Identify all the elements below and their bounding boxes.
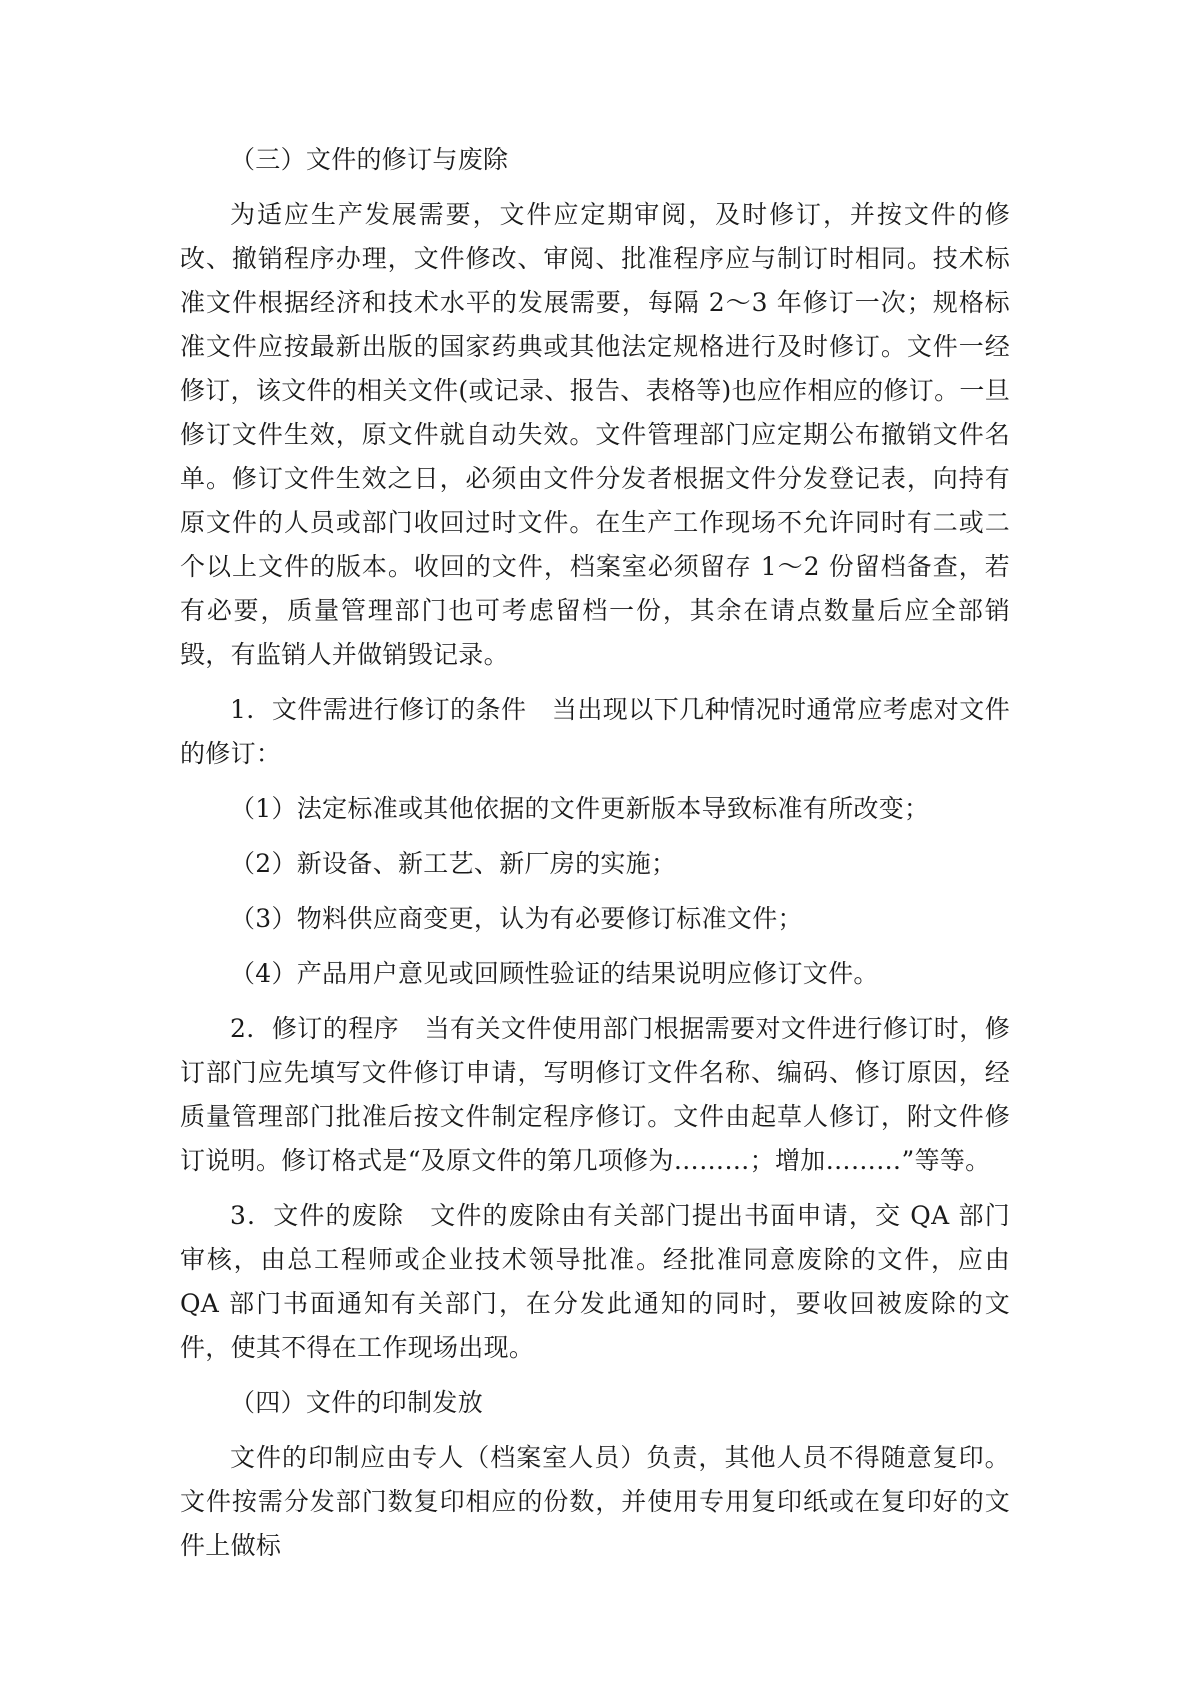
paragraph-printing-distribution: 文件的印制应由专人（档案室人员）负责，其他人员不得随意复印。文件按需分发部门数复印相应的份数，并使用专用复印纸或在复印好的文件上做标 [180, 1443, 1010, 1560]
paragraph-revision-overview: 为适应生产发展需要，文件应定期审阅，及时修订，并按文件的修改、撤销程序办理，文件修改、审阅、批准程序应与制订时相同。技术标准文件根据经济和技术水平的发展需要，每隔 2～3 年修订一次；规格标准文件应按最新出版的国家药典或其他法定规格进行及时修订。文件一经修订，该文件的相关文件(或记录、报告、表格等)也应作相应的修订。一旦修订文件生效，原文件就自动失效。文件管理部门应定期公布撤销文件名单。修订文件生效之日，必须由文件分发者根据文件分发登记表，向持有原文件的人员或部门收回过时文件。在生产工作现场不允许同时有二或二个以上文件的版本。收回的文件，档案室必须留存 1～2 份留档备查，若有必要，质量管理部门也可考虑留档一份，其余在请点数量后应全部销毁，有监销人并做销毁记录。 [180, 200, 1010, 669]
paragraph-revision-conditions: 1．文件需进行修订的条件 当出现以下几种情况时通常应考虑对文件的修订： [180, 695, 1010, 768]
list-item-condition-3: （3）物料供应商变更，认为有必要修订标准文件； [230, 904, 803, 933]
list-item-condition-4: （4）产品用户意见或回顾性验证的结果说明应修订文件。 [230, 959, 879, 988]
section-heading-revision: （三）文件的修订与废除 [230, 145, 509, 174]
paragraph-revision-procedure: 2．修订的程序 当有关文件使用部门根据需要对文件进行修订时，修订部门应先填写文件修订申请，写明修订文件名称、编码、修订原因，经质量管理部门批准后按文件制定程序修订。文件由起草人修订，附文件修订说明。修订格式是“及原文件的第几项修为………；增加………”等等。 [180, 1014, 1010, 1175]
list-item-condition-1: （1）法定标准或其他依据的文件更新版本导致标准有所改变； [230, 794, 930, 823]
paragraph-document-abolition: 3．文件的废除 文件的废除由有关部门提出书面申请，交 QA 部门审核，由总工程师或企业技术领导批准。经批准同意废除的文件，应由 QA 部门书面通知有关部门，在分发此通知的同时，要收回被废除的文件，使其不得在工作现场出现。 [180, 1201, 1010, 1362]
list-item-condition-2: （2）新设备、新工艺、新厂房的实施； [230, 849, 677, 878]
document-body [180, 138, 1010, 1579]
section-heading-printing: （四）文件的印制发放 [230, 1388, 484, 1417]
